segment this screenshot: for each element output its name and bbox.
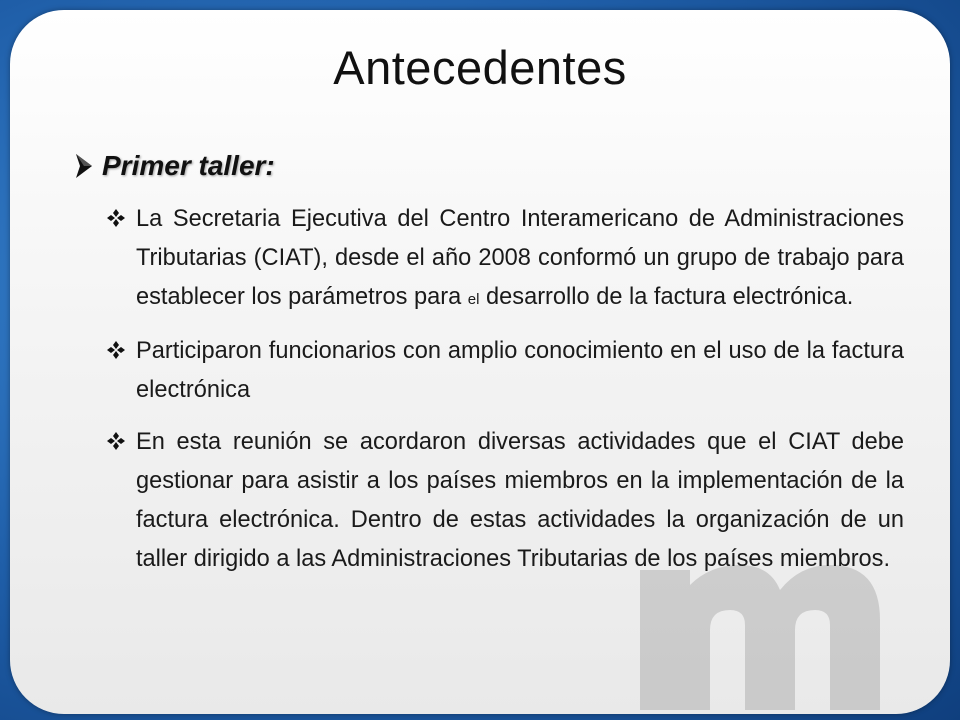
four-diamond-icon — [106, 340, 126, 360]
list-item — [106, 200, 904, 319]
arrow-right-icon — [74, 152, 94, 180]
bullet-list — [106, 200, 904, 592]
bullet-text: Participaron funcionarios con amplio conocimiento en el uso de la factura electrónica — [136, 338, 904, 403]
list-item — [106, 332, 904, 410]
four-diamond-icon — [106, 431, 126, 451]
slide-title: Antecedentes — [333, 41, 627, 94]
section-heading — [74, 150, 275, 182]
bullet-text-end: desarrollo de la factura electrónica. — [479, 284, 854, 310]
bullet-text-small: el — [467, 291, 480, 308]
section-label: Primer taller: — [102, 150, 275, 181]
four-diamond-icon — [106, 208, 126, 228]
bullet-text: En esta reunión se acordaron diversas actividades que el CIAT debe gestionar para asistir a los países miembros en la implementación de la factura electrónica. Dentro de estas actividades la organización de un taller dirigido a las Administraciones Tributarias de los países miembros. — [136, 429, 904, 572]
list-item — [106, 423, 904, 579]
bullet-text: La Secretaria Ejecutiva del Centro Interamericano de Administraciones Tributarias (CIAT), desde el año 2008 conformó un grupo de trabajo para establecer los parámetros para — [136, 206, 904, 310]
